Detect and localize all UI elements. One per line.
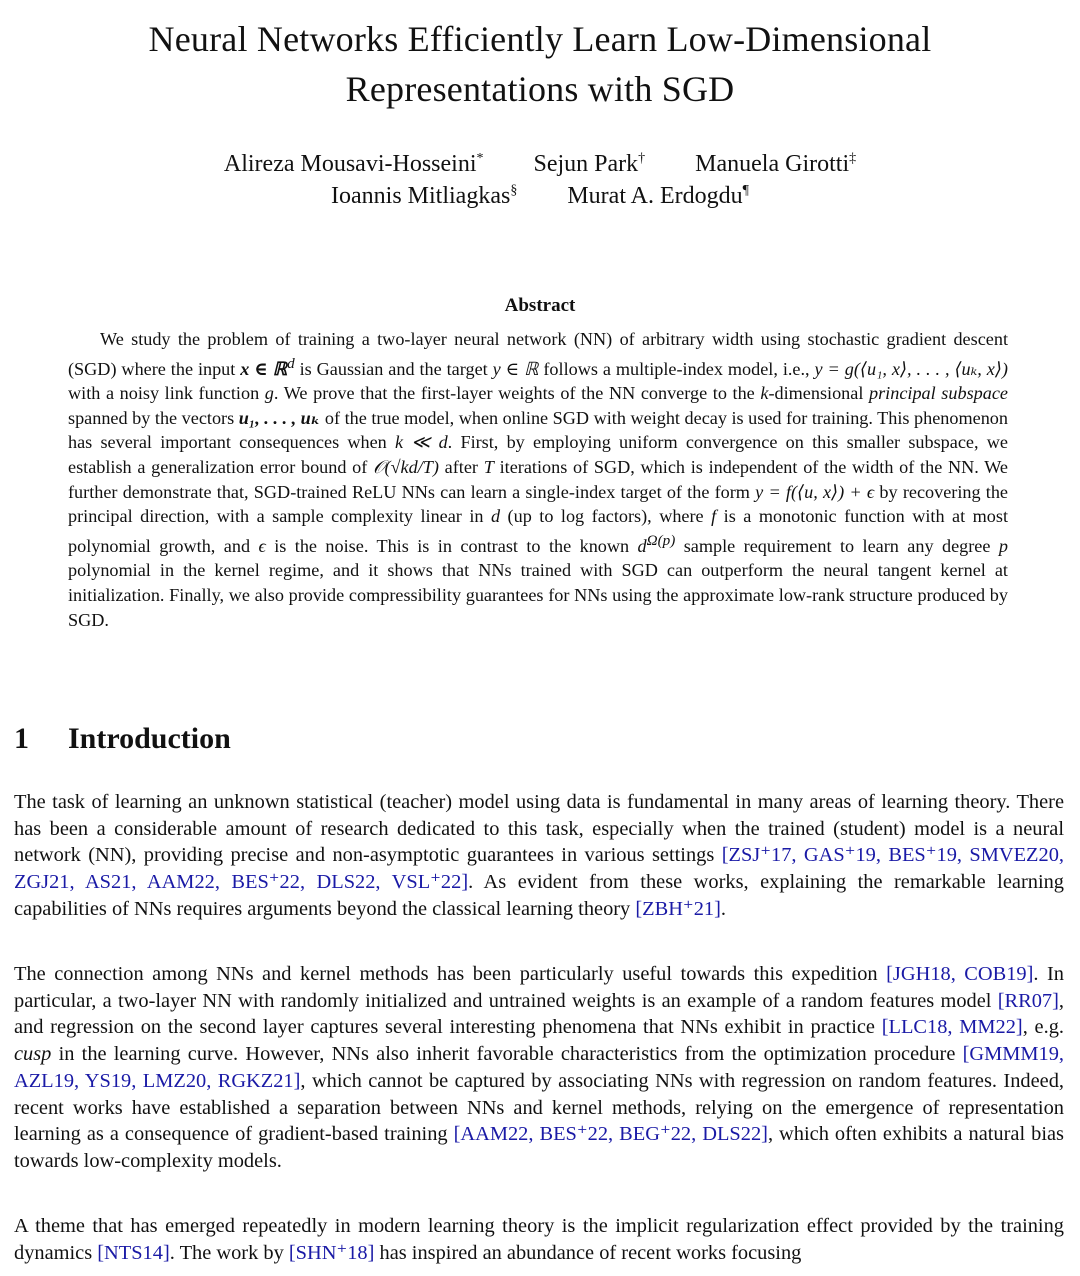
author-row-1 [0,148,1080,180]
citation-link[interactable]: [AAM22, BES⁺22, BEG⁺22, DLS22] [453,1123,768,1146]
citation-link[interactable]: [ZBH⁺21] [635,897,721,920]
author-3: Manuela Girotti‡ [695,151,857,177]
title-line-1: Neural Networks Efficiently Learn Low-Dimensional [148,19,932,59]
intro-paragraph-2: The connection among NNs and kernel methods has been particularly useful towards this expedition [JGH18, COB19]. In particular, a two-layer NN with randomly initialized and untrained weights is an example of a random features model [RR07], and regression on the second layer captures several interesting phenomena that NNs exhibit in practice [LLC18, MM22], e.g. cusp in the learning curve. However, NNs also inherit favorable characteristics from the optimization procedure [GMMM19, AZL19, YS19, LMZ20, RGKZ21], which cannot be captured by associating NNs with regression on random features. Indeed, recent works have established a separation between NNs and kernel methods, relying on the emergence of representation learning as a consequence of gradient-based training [AAM22, BES⁺22, BEG⁺22, DLS22], which often exhibits a natural bias towards low-complexity models. [14,963,1065,1172]
author-5: Murat A. Erdogdu¶ [567,183,749,209]
author-1: Alireza Mousavi-Hosseini* [223,151,484,177]
abstract-body: We study the problem of training a two-layer neural network (NN) of arbitrary width using stochastic gradient descent (SGD) where the input x ∈ ℝ$^d$ is Gaussian and the target y ∈ ℝ follows a multiple-index model, i.e., y = g(⟨u₁, x⟩, . . . , ⟨uₖ, x⟩) with a noisy link function g. We prove that the first-layer weights of the NN converge to the k-dimensional principal subspace spanned by the vectors u₁, . . . , uₖ of the true model, when online SGD with weight decay is used for training. This phenomenon has several important consequences when k ≪ d. First, by employing uniform convergence on this smaller subspace, we establish a generalization error bound of 𝒪(√kd/T) after T iterations of SGD, which is independent of the width of the NN. We further demonstrate that, SGD-trained ReLU NNs can learn a single-index target of the form y = f(⟨u, x⟩) + ϵ by recovering the principal direction, with a sample complexity linear in d (up to log factors), where f is a monotonic function with at most polynomial growth, and ϵ is the noise. This is in contrast to the known $d^{\Omega(p)}$ sample requirement to learn any degree p polynomial in the kernel regime, and it shows that NNs trained with SGD can outperform the neural tangent kernel at initialization. Finally, we also provide compressibility guarantees for NNs using the approximate low-rank structure produced by SGD. [68,329,1009,630]
citation-link[interactable]: [LLC18, MM22] [881,1016,1023,1039]
citation-link[interactable]: [JGH18, COB19] [886,963,1034,985]
author-4: Ioannis Mitliagkas§ [331,183,518,209]
author-2: Sejun Park† [533,151,646,177]
intro-paragraph-3: A theme that has emerged repeatedly in modern learning theory is the implicit regularization effect provided by the training dynamics [NTS14]. The work by [SHN⁺18] has inspired an abundance of recent works focusing [14,1215,1064,1264]
section-number: 1 [14,722,29,755]
citation-link[interactable]: [ZSJ⁺17, GAS⁺19, BES⁺19, SMVEZ20, ZGJ21, AS21, AAM22, BES⁺22, DLS22, VSL⁺22] [14,844,1064,894]
citation-link[interactable]: [RR07] [997,989,1059,1012]
author-row-2 [0,180,1080,212]
citation-link[interactable]: [NTS14] [97,1241,170,1264]
abstract-heading: Abstract [504,295,576,316]
section-heading-introduction [14,720,231,758]
citation-link[interactable]: [SHN⁺18] [288,1241,375,1264]
title-line-2: Representations with SGD [345,69,735,109]
section-title: Introduction [68,722,231,755]
intro-paragraph-1: The task of learning an unknown statistical (teacher) model using data is fundamental in many areas of learning theory. There has been a considerable amount of research dedicated to this task, especially when the trained (student) model is a neural network (NN), providing precise and non-asymptotic guarantees in various settings [ZSJ⁺17, GAS⁺19, BES⁺19, SMVEZ20, ZGJ21, AS21, AAM22, BES⁺22, DLS22, VSL⁺22]. As evident from these works, explaining the remarkable learning capabilities of NNs requires arguments beyond the classical learning theory [ZBH⁺21]. [14,791,1064,920]
citation-link[interactable]: [GMMM19, AZL19, YS19, LMZ20, RGKZ21] [14,1043,1064,1092]
paper-title [0,14,1080,114]
